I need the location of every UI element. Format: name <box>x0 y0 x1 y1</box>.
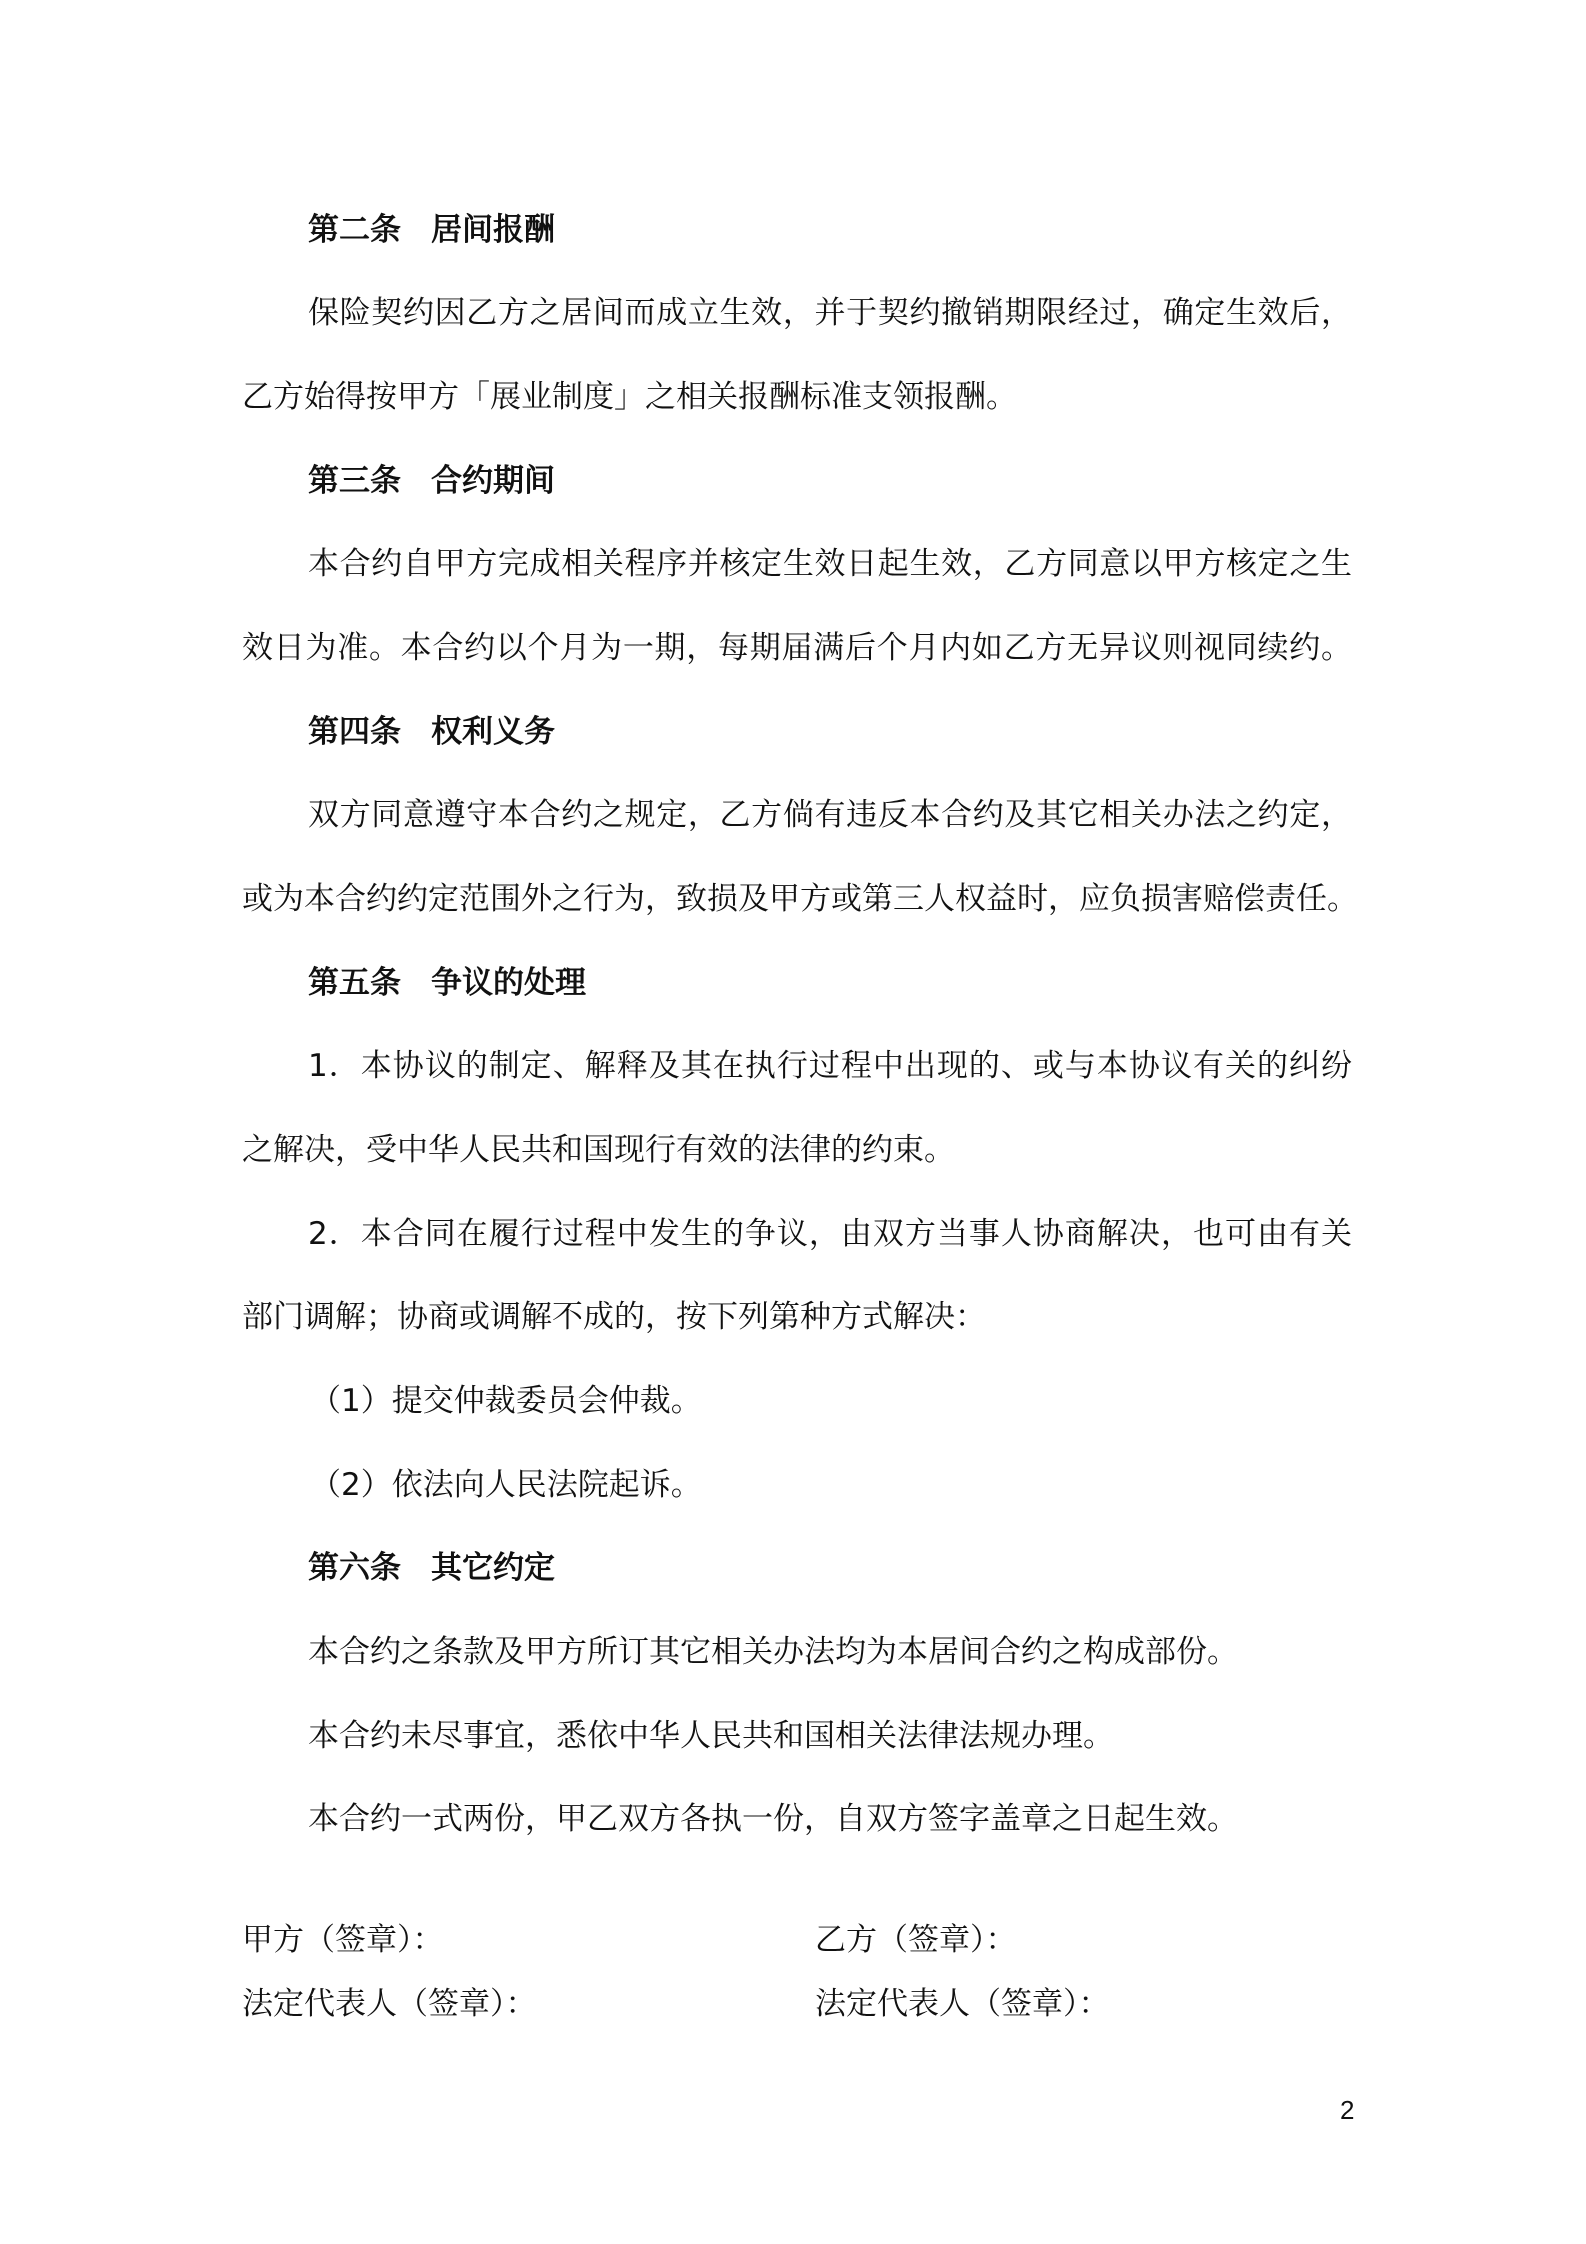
article-4-number: 第四条 <box>308 714 401 750</box>
article-6-number: 第六条 <box>308 1550 401 1586</box>
article-4-line-1: 双方同意遵守本合约之规定，乙方倘有违反本合约及其它相关办法之约定， <box>308 797 1352 833</box>
article-5-option-2: （2）依法向人民法院起诉。 <box>310 1467 702 1503</box>
party-a-representative-label: 法定代表人（签章）： <box>242 1986 537 2022</box>
article-6-paragraph-1: 本合约之条款及甲方所订其它相关办法均为本居间合约之构成部份。 <box>308 1634 1238 1670</box>
article-5-item-1-line-2: 之解决，受中华人民共和国现行有效的法律的约束。 <box>242 1132 955 1168</box>
article-4-line-2: 或为本合约约定范围外之行为，致损及甲方或第三人权益时，应负损害赔偿责任。 <box>242 881 1358 917</box>
article-5-heading <box>308 963 586 1003</box>
article-3-line-1: 本合约自甲方完成相关程序并核定生效日起生效，乙方同意以甲方核定之生 <box>308 546 1352 582</box>
article-5-item-2-line-1: 2．本合同在履行过程中发生的争议，由双方当事人协商解决，也可由有关 <box>308 1216 1352 1252</box>
article-2-heading <box>308 210 555 250</box>
article-4-heading <box>308 712 555 752</box>
article-6-paragraph-3: 本合约一式两份，甲乙双方各执一份，自双方签字盖章之日起生效。 <box>308 1801 1238 1837</box>
article-4-title: 权利义务 <box>431 714 555 750</box>
page-number: 2 <box>1340 2095 1355 2125</box>
article-5-number: 第五条 <box>308 965 401 1001</box>
article-2-title: 居间报酬 <box>431 212 555 248</box>
article-6-title: 其它约定 <box>431 1550 555 1586</box>
article-2-line-1: 保险契约因乙方之居间而成立生效，并于契约撤销期限经过，确定生效后， <box>308 295 1352 331</box>
article-3-number: 第三条 <box>308 463 401 499</box>
article-5-title: 争议的处理 <box>431 965 586 1001</box>
article-5-option-1: （1）提交仲裁委员会仲裁。 <box>310 1383 702 1419</box>
party-b-representative-label: 法定代表人（签章）： <box>815 1986 1110 2022</box>
article-2-line-2: 乙方始得按甲方「展业制度」之相关报酬标准支领报酬。 <box>242 379 1017 415</box>
article-3-line-2: 效日为准。本合约以个月为一期，每期届满后个月内如乙方无异议则视同续约。 <box>242 630 1352 666</box>
article-2-number: 第二条 <box>308 212 401 248</box>
article-5-item-2-line-2: 部门调解；协商或调解不成的，按下列第种方式解决： <box>242 1299 986 1335</box>
article-3-heading <box>308 461 555 501</box>
party-a-signature-label: 甲方（签章）： <box>242 1922 444 1958</box>
party-b-signature-label: 乙方（签章）： <box>815 1922 1017 1958</box>
article-6-paragraph-2: 本合约未尽事宜，悉依中华人民共和国相关法律法规办理。 <box>308 1718 1114 1754</box>
article-5-item-1-line-1: 1．本协议的制定、解释及其在执行过程中出现的、或与本协议有关的纠纷 <box>308 1048 1352 1084</box>
article-6-heading <box>308 1548 555 1588</box>
article-3-title: 合约期间 <box>431 463 555 499</box>
